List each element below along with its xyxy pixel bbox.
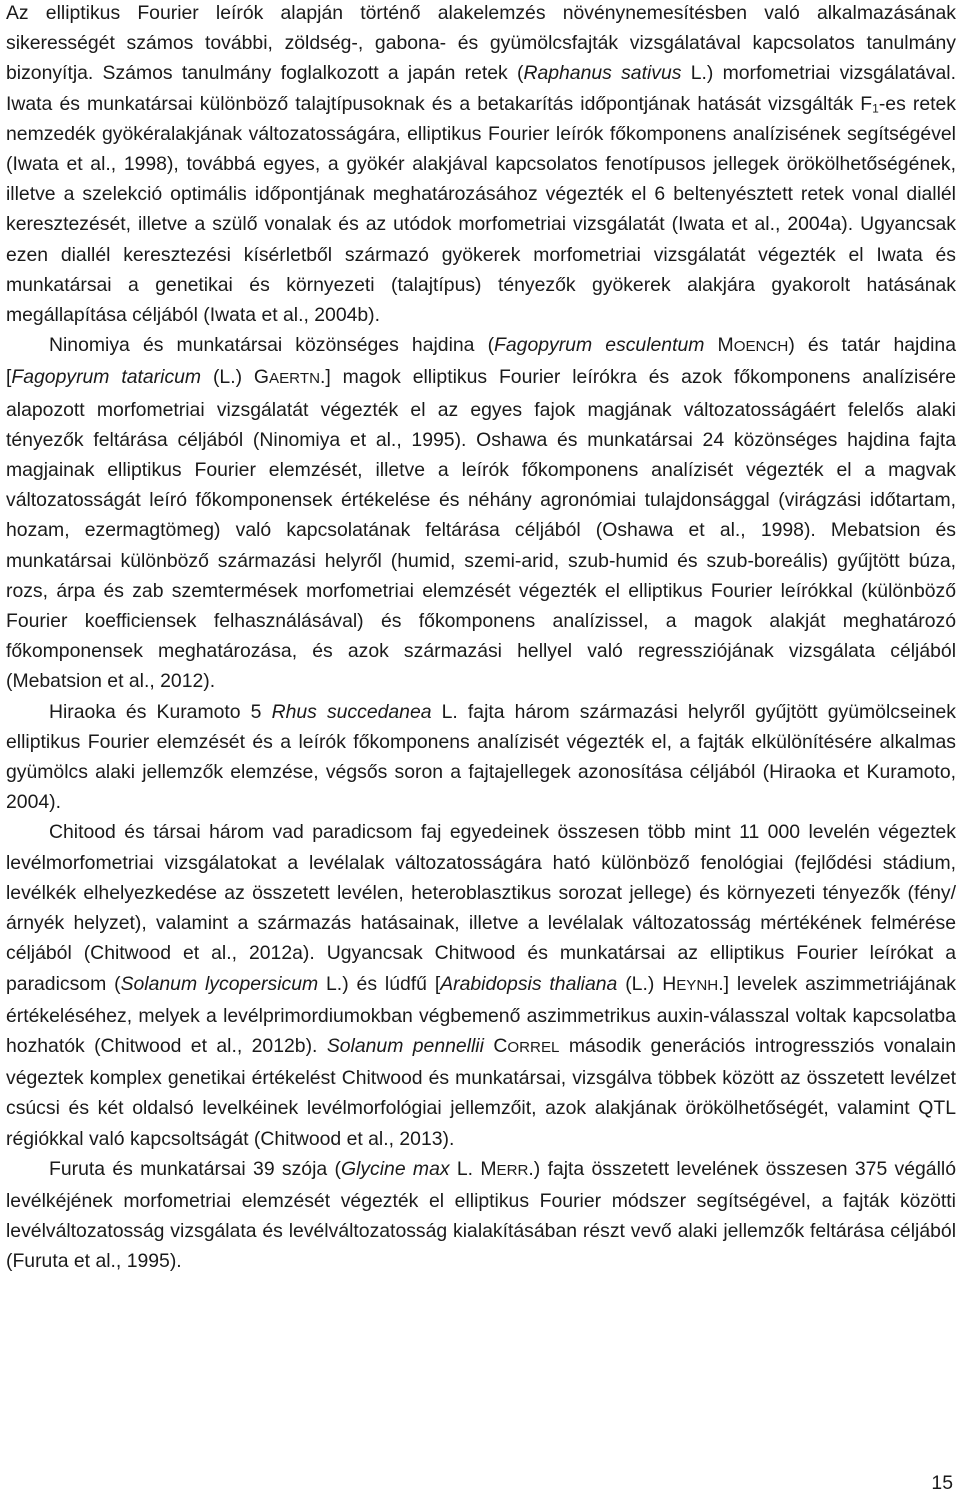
species-name: Solanum lycopersicum — [120, 972, 319, 995]
paragraph-radish: Az elliptikus Fourier leírók alapján történő alakelemzés növénynemesítésben való alkalmazásának sikerességét számos további, zöldség-, gabona- és gyümölcsfajták vizsgálatával kapcsolatos tanulmány bizonyítja. Számos tanulmány foglalkozott a japán retek (Raphanus sativus L.) morfometriai vizsgálatával. Iwata és munkatársai különböző talajtípusoknak és a betakarítás időpontjának hatását vizsgálták $F_1-es$ retek nemzedék gyökéralakjának változatosságára, elliptikus Fourier leírók főkomponens analízisének segítségével (Iwata et al., 1998), továbbá egyes, a gyökér alakjával kapcsolatos fenotípusos jellegek örökölhetőségének, illetve a szelekció optimális időpontjának meghatározásához végezték el 6 beltenyésztett retek vonal diallél keresztezését, illetve a szülő vonalak és az utódok morfometriai vizsgálatát (Iwata et al., 2004a). Ugyancsak ezen diallél keresztezési kísérletből származó gyökerek morfometriai vizsgálatát végezték el Iwata és munkatársai a genetikai és környezeti (talajtípus) tényezők gyökerek alakjára gyakorolt hatásának megállapítása céljából (Iwata et al., 2004b). — [6, 2, 956, 327]
page-number: 15 — [931, 1472, 953, 1494]
species-name: Raphanus sativus — [523, 62, 682, 85]
author-abbrev: ORREL — [507, 1038, 560, 1056]
species-name: Arabidopsis thaliana — [440, 972, 618, 995]
paragraph-soybean: Furuta és munkatársai 39 szója (Glycine max L. MERR.) fajta összetett levelének összesen 375 végálló levélkéjének morfometriai elemzését végezték el elliptikus Fourier módszer segítségével, a fajták közötti levélváltozatosság vizsgálata és levélváltozatosság kialakításában részt vevő alaki jellemzők feltárása céljából (Furuta et al., 1995). — [6, 1157, 956, 1273]
author-abbrev: ERR — [496, 1161, 529, 1179]
species-name: Fagopyrum tataricum — [11, 366, 202, 389]
paragraph-tomato: Chitood és társai három vad paradicsom faj egyedeinek összesen több mint 11 000 levelén végeztek levélmorfometriai vizsgálatokat a levélalak változatosságára ható különböző fenológiai (fejlődési stádium, levélkék elhelyezkedése az összetett levélen, heteroblasztikus sorozat jellege) és környezeti tényezők (fény/árnyék helyzet), valamint a származás hatásainak, illetve a levélalak változatosság mértékének felmérése céljából (Chitwood et al., 2012a). Ugyancsak Chitwood és munkatársai az elliptikus Fourier leírókat a paradicsom (Solanum lycopersicum L.) és lúdfű [Arabidopsis thaliana (L.) HEYNH.] levelek aszimmetriájának értékeléséhez, melyek a levélprimordiumokban végbemenő aszimmetrikus auxin-válasszal voltak kapcsolatba hozhatók (Chitwood et al., 2012b). Solanum pennellii CORREL második generációs introgressziós vonalain végeztek komplex genetikai értékelést Chitwood és munkatársai, vizsgálva többek között az összetett levélzet csúcsi és két oldalsó levelkéinek levélmorfológiai jellemzőit, azok alakjának örökölhetőségét, valamint QTL régiókkal való kapcsoltságát (Chitwood et al., 2013). — [6, 821, 956, 1150]
species-name: Glycine max — [340, 1157, 450, 1180]
species-name: Fagopyrum esculentum — [494, 334, 705, 357]
paragraph-buckwheat: Ninomiya és munkatársai közönséges hajdina (Fagopyrum esculentum MOENCH) és tatár hajdina [Fagopyrum tataricum (L.) GAERTN.] magok elliptikus Fourier leírókra és azok főkomponens analízisére alapozott morfometriai vizsgálatát végezték el az egyes fajok magjának változatosságáért felelős alaki tényezők feltárása céljából (Ninomiya et al., 1995). Oshawa és munkatársai 24 közönséges hajdina fajta magjainak elliptikus Fourier elemzését, illetve a leírók főkomponens analízisét végezték el a magvak változatosságát leíró főkomponensek értékelése és néhány agronómiai tulajdonsággal (virágzási időtartam, hozam, ezermagtömeg) való kapcsolatának feltárása céljából (Oshawa et al., 1998). Mebatsion és munkatársai különböző származási helyről (humid, szemi-arid, szub-humid és szub-boreális) gyűjtött búza, rozs, árpa és zab szemtermések morfometriai elemzését végezték el elliptikus Fourier leírókkal (különböző Fourier koefficiensek felhasználásával) és főkomponens analízissel, a magok alakját meghatározó főkomponensek meghatározása, és azok származási hellyel való regressziójának vizsgálata céljából (Mebatsion et al., 2012). — [6, 334, 956, 693]
author-abbrev: EYNH — [676, 976, 719, 994]
species-name: Solanum pennellii — [326, 1034, 484, 1057]
document-page — [6, 0, 956, 1277]
author-abbrev: OENCH — [733, 338, 789, 356]
species-name: Rhus succedanea — [271, 700, 432, 723]
subscript: 1 — [872, 101, 879, 115]
paragraph-rhus: Hiraoka és Kuramoto 5 Rhus succedanea L. fajta három származási helyről gyűjtött gyümölcseinek elliptikus Fourier elemzését és a leírók főkomponens analízisét végezték el, a fajták elkülönítésére alkalmas gyümölcs alaki jellemzők elemzése, végsős soron a fajtajellegek azonosítása céljából (Hiraoka et Kuramoto, 2004). — [6, 700, 956, 814]
author-abbrev: AERTN — [269, 370, 320, 388]
